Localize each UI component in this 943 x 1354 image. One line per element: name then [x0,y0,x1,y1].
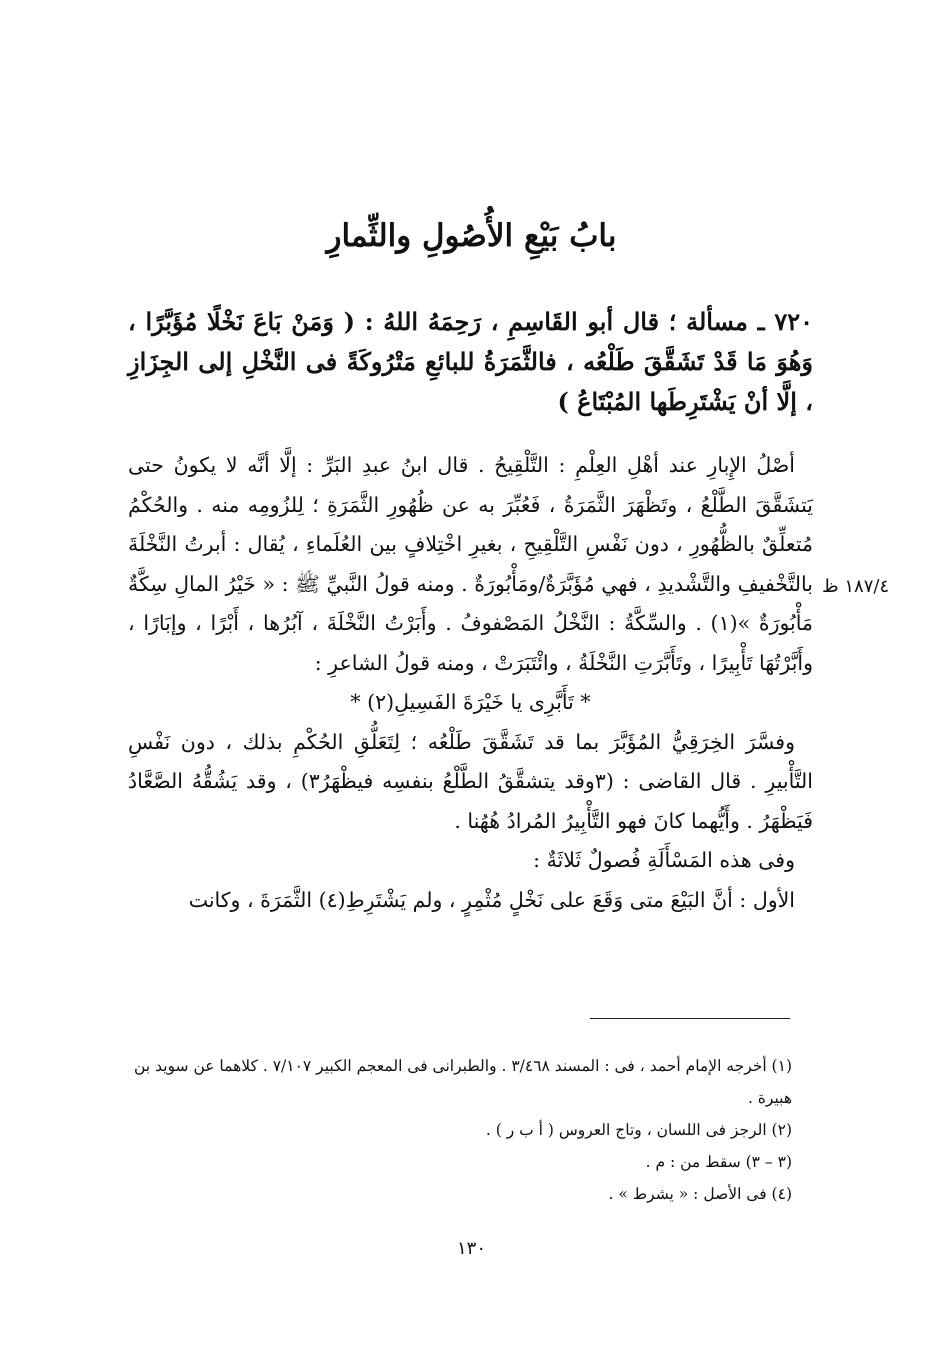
paragraph-ibar-definition: أصْلُ الإِبارِ عند أهْلِ العِلْمِ : التَّلْقِيحُ . قال ابنُ عبدِ البَرِّ : إلَّا أنَّه لا يكونُ حتى يَتشَقَّقَ الطَّلْعُ ، وتَظْهَرَ الثَّمَرَةُ ، فَعُبِّرَ به عن ظُهُورِ الثَّمَرَةِ ؛ لِلزُومِه منه . والحُكْمُ مُتعلِّقٌ بالظُّهُورِ ، دون نَفْسِ التَّلْقِيحِ ، بغيرِ اخْتِلافٍ بين العُلَماءِ ، يُقال : أبرتُ النَّخْلَةَ بالتَّخْفيفِ والتَّشْديدِ ، فهي مُؤَبَّرَةٌ/ومَأْبُورَةٌ . ومنه قولُ النَّبيِّ ﷺ : « خَيْرُ المالِ سِكَّةٌ مَأْبُورَةٌ »(١) . والسِّكَّةُ : النَّخْلُ المَصْفوفُ . وأَبَرْتُ النَّخْلَةَ ، آبُرُها ، أَبْرًا ، وإبَارًا ، وأَبَّرْتُهَا تَأْبِيرًا ، وتَأَبَّرَتِ النَّخْلَةُ ، وائْتَبَرَتْ ، ومنه قولُ الشاعرِ : [128,453,813,675]
footnote-divider [590,1018,790,1019]
footnote-4: (٤) فى الأصل : « يشرط » . [608,1185,792,1203]
page-number: ١٣٠ [456,1238,486,1259]
footnote-1: (١) أخرجه الإمام أحمد ، فى : المسند ٣/٤٦٨ . والطبرانى فى المعجم الكبير ٧/١٠٧ . كلاهما عن سويد بن هبيرة . [134,1057,792,1107]
footnotes [120,1050,792,1210]
margin-folio-note: ١٨٧/٤ ظ [822,576,890,597]
footnote-2: (٢) الرجز فى اللسان ، وتاج العروس ( أ ب ر ) . [485,1121,792,1139]
commentary-body [128,446,813,920]
issue-text: ـ مسألة ؛ قال أبو القَاسِمِ ، رَحِمَهُ اللهُ : ( وَمَنْ بَاعَ نَخْلًا مُؤَبَّرًا ، وَهُوَ مَا قَدْ تَشَقَّقَ طَلْعُه ، فالثَّمَرَةُ للبائعِ مَتْرُوكَةً فى النَّخْلِ إلى الجِزَازِ ، إلَّا أنْ يَشْتَرِطَها المُبْتَاعُ ) [128,307,813,416]
paragraph-kharaqi-explanation: وفسَّرَ الخِرَقِيُّ المُؤَبَّرَ بما قد تَشَقَّقَ طَلْعُه ؛ لِتَعَلُّقِ الحُكْمِ بذلك ، دون نَفْسِ التَّأْبيرِ . قال القاضى : (٣وقد يتشقَّقُ الطَّلْعُ بنفسِه فيظْهَرُ٣) ، وقد يَشُقُّهُ الصَّعَّادُ فَيَظْهَرُ . وأَيُّهما كانَ فهو التَّأْبِيرُ المُرادُ هُهُنا . [128,729,813,833]
footnote-3: (٣ – ٣) سقط من : م . [645,1153,792,1171]
paragraph-sections-intro: وفى هذه المَسْأَلَةِ فُصولٌ ثَلاثَةٌ : [533,848,795,872]
issue-statement [128,302,813,422]
chapter-title: بابُ بَيْعِ الأُصُولِ والثِّمارِ [326,218,617,254]
poetry-verse: * تَأَبَّرِى يا خَيْرَةَ الفَسِيلِ(٢) * [350,690,591,714]
paragraph-first-section: الأول : أنَّ البَيْعَ متى وَقَعَ على نَخْلٍ مُثْمِرٍ ، ولم يَشْتَرِطِ(٤) الثَّمَرَةَ ، وكانت [188,887,795,912]
issue-number: ٧٢٠ [774,307,813,336]
